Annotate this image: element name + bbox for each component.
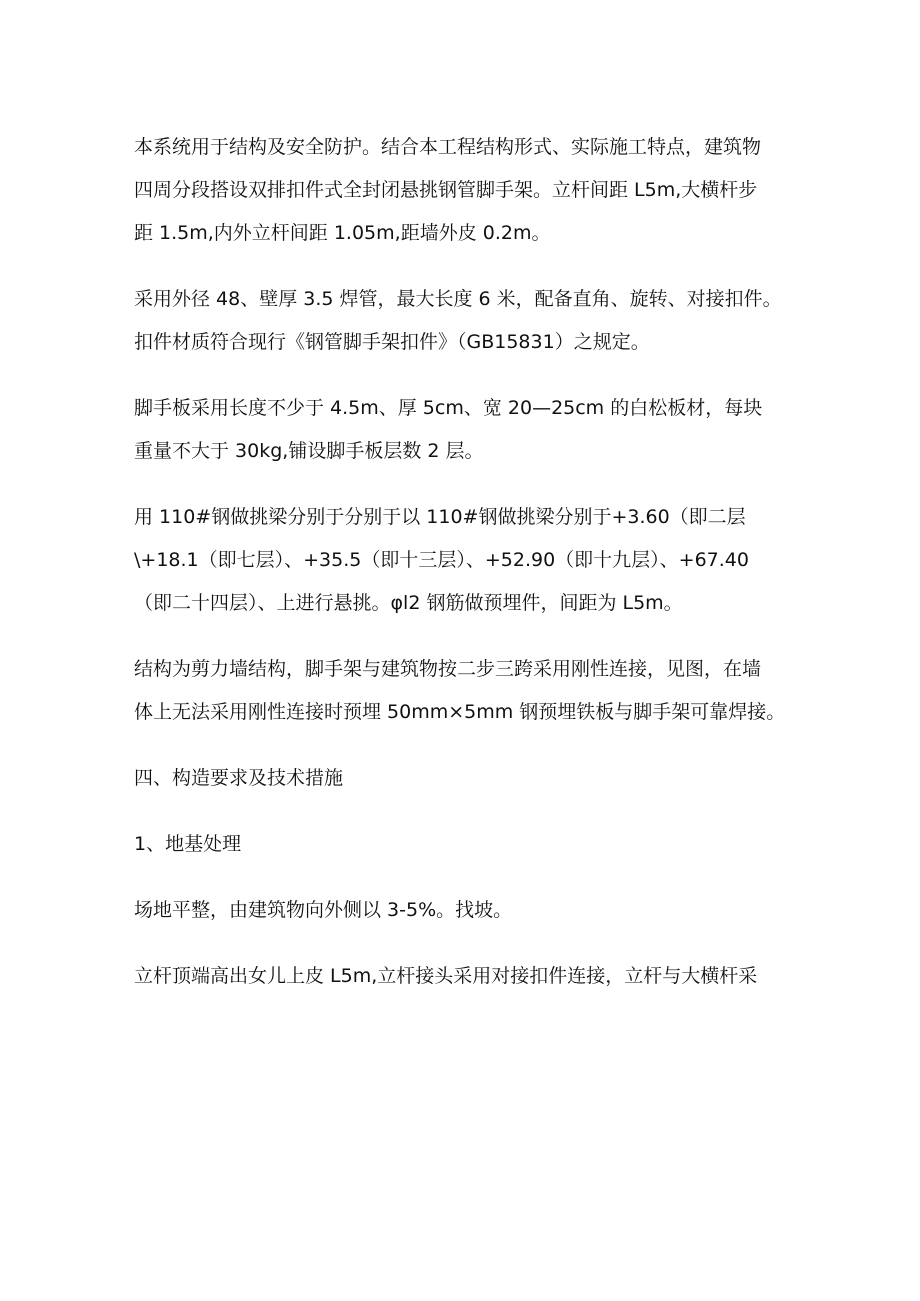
text-line: 采用外径 48、壁厚 3.5 焊管，最大长度 6 米，配备直角、旋转、对接扣件。 [134,288,782,310]
text-line: 1、地基处理 [134,833,242,855]
text-line: 重量不大于 30kg,铺设脚手板层数 2 层。 [134,440,484,462]
text-line: 本系统用于结构及安全防护。结合本工程结构形式、实际施工特点，建筑物 [134,136,762,158]
text-line: 脚手板采用长度不少于 4.5m、厚 5cm、宽 20—25cm 的白松板材，每块 [134,397,763,419]
paragraph-system-overview [134,126,800,255]
text-line: （即二十四层）、上进行悬挑。φl2 钢筋做预埋件，间距为 L5m。 [134,592,683,614]
text-line: 扣件材质符合现行《钢管脚手架扣件》（GB15831）之规定。 [134,331,650,353]
text-line: 四、构造要求及技术措施 [134,767,344,789]
text-line: 场地平整，由建筑物向外侧以 3-5%。找坡。 [134,899,513,921]
paragraph-site-leveling [134,889,800,932]
paragraph-pole-top [134,955,800,998]
text-line: 距 1.5m,内外立杆间距 1.05m,距墙外皮 0.2m。 [134,222,551,244]
paragraph-scaffold-board [134,387,800,473]
text-line: 用 110#钢做挑梁分别于分别于以 110#钢做挑梁分别于+3.60（即二层 [134,506,746,528]
paragraph-pipe-spec [134,278,800,364]
section-heading [134,757,800,800]
text-line: 四周分段搭设双排扣件式全封闭悬挑钢管脚手架。立杆间距 L5m,大横杆步 [134,179,758,201]
paragraph-cantilever-beam [134,496,800,625]
text-line: \+18.1（即七层）、+35.5（即十三层）、+52.90（即十九层）、+67.40 [134,549,749,571]
text-line: 体上无法采用刚性连接时预埋 50mm×5mm 钢预埋铁板与脚手架可靠焊接。 [134,701,786,723]
subsection-heading [134,823,800,866]
paragraph-wall-connection [134,648,800,734]
text-line: 结构为剪力墙结构，脚手架与建筑物按二步三跨采用刚性连接，见图，在墙 [134,658,762,680]
document-page [134,126,800,1021]
text-line: 立杆顶端高出女儿上皮 L5m,立杆接头采用对接扣件连接，立杆与大横杆采 [134,965,758,987]
